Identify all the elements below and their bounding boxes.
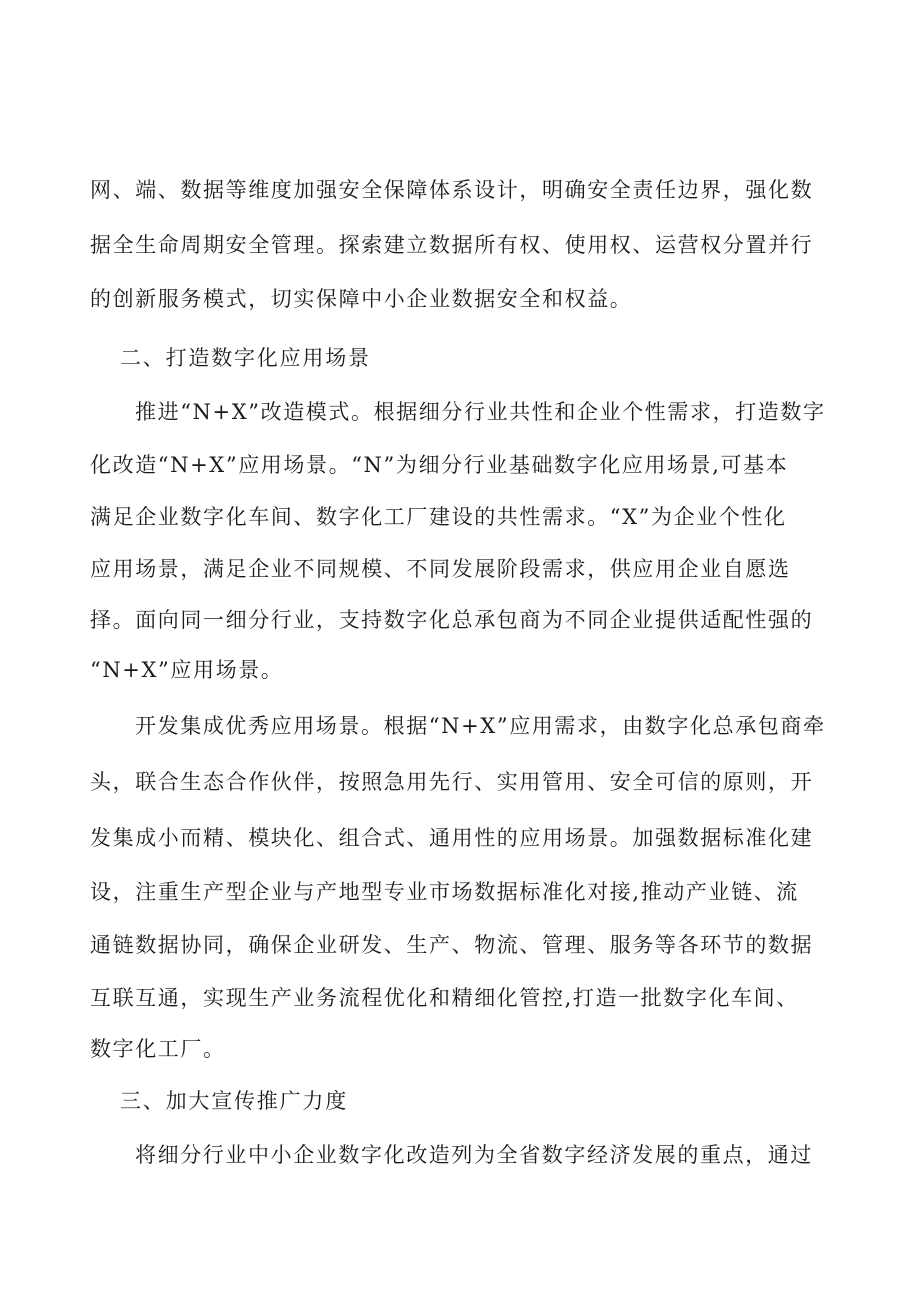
paragraph-line: 择。面向同一细分行业，支持数字化总承包商为不同企业提供适配性强的 — [90, 608, 814, 632]
paragraph-line: “N+X”应用场景。 — [90, 658, 284, 682]
paragraph-line: 开发集成优秀应用场景。根据“N+X”应用需求，由数字化总承包商牵 — [135, 714, 826, 738]
paragraph-line: 据全生命周期安全管理。探索建立数据所有权、使用权、运营权分置并行 — [90, 233, 814, 257]
section-heading: 三、加大宣传推广力度 — [120, 1089, 348, 1113]
paragraph-line: 满足企业数字化车间、数字化工厂建设的共性需求。“X”为企业个性化 — [90, 505, 787, 529]
paragraph-line: 互联互通，实现生产业务流程优化和精细化管控,打造一批数字化车间、 — [90, 986, 799, 1010]
paragraph-line: 设，注重生产型企业与产地型专业市场数据标准化对接,推动产业链、流 — [90, 880, 799, 904]
paragraph-line: 化改造“N+X”应用场景。“N”为细分行业基础数字化应用场景,可基本 — [90, 453, 789, 477]
section-heading: 二、打造数字化应用场景 — [120, 346, 371, 370]
paragraph-line: 数字化工厂。 — [90, 1037, 226, 1061]
paragraph-line: 网、端、数据等维度加强安全保障体系设计，明确安全责任边界，强化数 — [90, 178, 814, 202]
paragraph-line: 推进“N+X”改造模式。根据细分行业共性和企业个性需求，打造数字 — [135, 400, 826, 424]
paragraph-line: 将细分行业中小企业数字化改造列为全省数字经济发展的重点，通过 — [135, 1143, 813, 1167]
paragraph-line: 应用场景，满足企业不同规模、不同发展阶段需求，供应用企业自愿选 — [90, 557, 791, 581]
paragraph-line: 的创新服务模式，切实保障中小企业数据安全和权益。 — [90, 287, 633, 311]
paragraph-line: 发集成小而精、模块化、组合式、通用性的应用场景。加强数据标准化建 — [90, 826, 814, 850]
paragraph-line: 头，联合生态合作伙伴，按照急用先行、实用管用、安全可信的原则，开 — [90, 770, 814, 794]
paragraph-line: 通链数据协同，确保企业研发、生产、物流、管理、服务等各环节的数据 — [90, 933, 814, 957]
